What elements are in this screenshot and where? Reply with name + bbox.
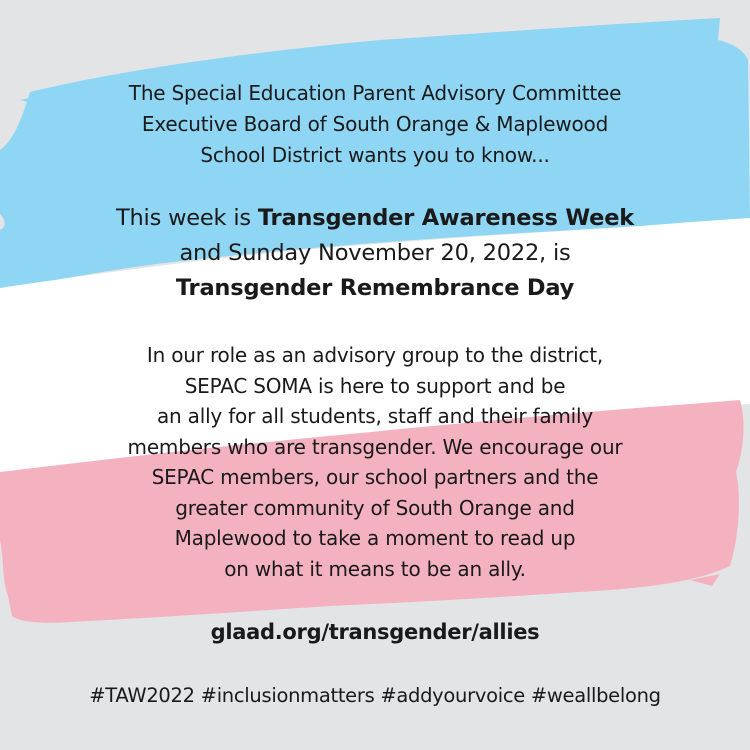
intro-line: School District wants you to know... bbox=[200, 143, 550, 167]
intro-text bbox=[0, 78, 750, 171]
intro-line: The Special Education Parent Advisory Committee bbox=[128, 81, 622, 105]
glaad-link: glaad.org/transgender/allies bbox=[210, 620, 540, 644]
body-paragraph bbox=[0, 340, 750, 584]
headline bbox=[0, 201, 750, 306]
body-line: on what it means to be an ally. bbox=[224, 556, 526, 581]
headline-line-3 bbox=[0, 271, 750, 306]
headline-line-1 bbox=[0, 201, 750, 236]
awareness-week-title: Transgender Awareness Week bbox=[257, 205, 635, 231]
body-line: an ally for all students, staff and their family bbox=[156, 404, 594, 428]
body-line: In our role as an advisory group to the district, bbox=[146, 343, 604, 367]
headline-line-2: and Sunday November 20, 2022, is bbox=[179, 240, 571, 266]
body-line: Maplewood to take a moment to read up bbox=[174, 526, 576, 550]
remembrance-day-title: Transgender Remembrance Day bbox=[175, 275, 575, 301]
body-line: members who are transgender. We encourage our bbox=[127, 434, 623, 459]
body-line: SEPAC SOMA is here to support and be bbox=[184, 373, 566, 398]
hashtags: #TAW2022 #inclusionmatters #addyourvoice #weallbelong bbox=[89, 684, 661, 707]
intro-line: Executive Board of South Orange & Maplewood bbox=[141, 112, 609, 136]
body-line: SEPAC members, our school partners and the bbox=[151, 465, 599, 489]
body-line: greater community of South Orange and bbox=[175, 495, 575, 520]
headline-prefix: This week is bbox=[115, 205, 258, 231]
